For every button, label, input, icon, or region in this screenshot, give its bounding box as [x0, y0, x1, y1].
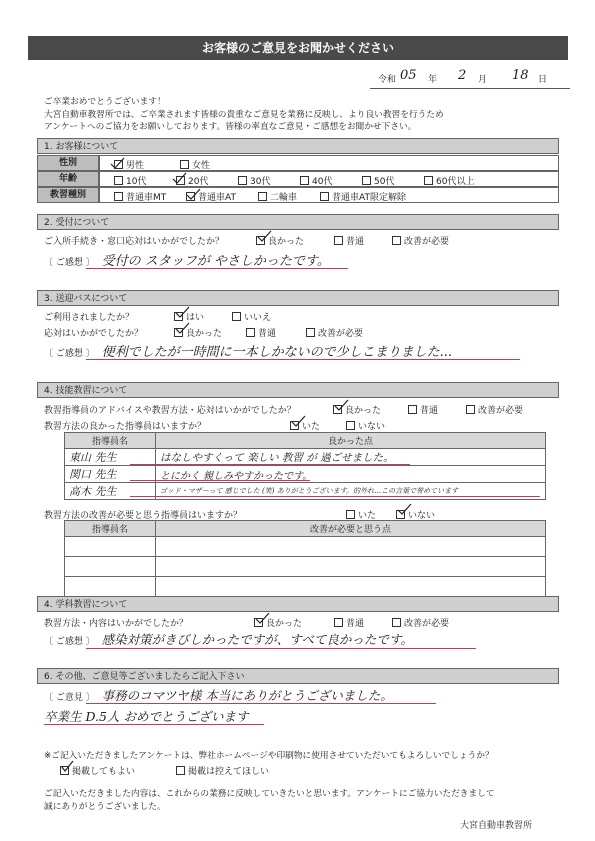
page-title: お客様のご意見をお聞かせください [28, 36, 568, 60]
age-row [99, 171, 559, 187]
option-label: 良かった [268, 237, 305, 247]
underline [86, 648, 476, 649]
option-label: はい [186, 313, 205, 323]
age-option[interactable] [424, 174, 474, 187]
option-label: 普通 [346, 237, 365, 247]
section-heading: 2. 受付について [37, 214, 559, 230]
intro-line: アンケートへのご協力をお願いしております。皆様の率直なご意見・ご感想をお聞かせ下さい。 [44, 122, 417, 132]
comment-label-text: 〔 ご感想 〕 [44, 258, 95, 268]
column-header: 指導員名 [65, 433, 156, 449]
option-label: 30代 [250, 177, 271, 187]
option[interactable] [306, 326, 363, 339]
checkbox-icon[interactable] [258, 192, 267, 201]
option[interactable] [334, 616, 364, 629]
checkbox-icon[interactable] [238, 176, 247, 185]
section-heading: 4. 技能教習について [37, 382, 559, 398]
checkbox-icon[interactable] [176, 766, 185, 775]
gender-female-option[interactable] [180, 158, 210, 171]
section-heading: 3. 送迎バスについて [37, 290, 559, 306]
gender-label: 性別 [37, 155, 99, 171]
option-label: 掲載は控えてほしい [188, 767, 270, 777]
checkbox-icon[interactable] [180, 160, 189, 169]
section-heading: 6. その他、ご意見等ございましたらご記入下さい [37, 668, 559, 684]
date-era: 令和 [378, 75, 397, 85]
date-month-label: 月 [478, 75, 488, 85]
good-point[interactable]: とにかく 親しみやすかったです。 [156, 466, 546, 483]
check-mark-icon [254, 612, 272, 626]
underline [86, 703, 436, 704]
table-row [65, 537, 546, 557]
comment-row [44, 686, 393, 704]
underline [130, 496, 540, 497]
option-label: 普通 [420, 406, 439, 416]
good-point[interactable]: はなしやすくって 楽しい 教習 が 過ごせました。 [156, 449, 546, 466]
age-option[interactable] [300, 174, 332, 187]
checkbox-icon[interactable] [306, 328, 315, 337]
date-month[interactable]: 2 [458, 68, 467, 83]
instructor-name[interactable] [65, 537, 156, 557]
underline [44, 724, 264, 725]
instructor-name[interactable]: 関口 先生 [65, 466, 156, 483]
question: 応対はいかがでしたか？ [44, 329, 144, 339]
comment-label: ご感想 [55, 637, 83, 647]
checkbox-icon[interactable] [346, 421, 355, 430]
option-label: 男性 [126, 161, 145, 171]
check-mark-icon [170, 172, 190, 186]
course-option[interactable] [258, 190, 297, 203]
comment-label-text: 〔 ご意見 〕 [44, 693, 95, 703]
question: 教習指導員のアドバイスや教習方法・応対はいかがでしたか？ [44, 406, 296, 416]
checkbox-icon[interactable] [320, 192, 329, 201]
comment-row [44, 250, 330, 269]
comment-label: ご感想 [55, 349, 83, 359]
gender-row [99, 155, 559, 171]
intro-line: ご卒業おめでとうございます！ [44, 97, 166, 107]
check-mark-icon [60, 760, 76, 774]
comment-row [44, 341, 452, 360]
table-row [65, 449, 546, 466]
option-label: 良かった [186, 329, 223, 339]
option-label: 掲載してもよい [72, 767, 136, 777]
intro-text [44, 96, 564, 134]
option-label: 良かった [266, 619, 303, 629]
question: ご利用されましたか？ [44, 313, 135, 323]
section-heading: 1. お客様について [37, 138, 559, 154]
option[interactable] [392, 616, 449, 629]
comment-label: ご感想 [55, 258, 83, 268]
option[interactable] [246, 326, 276, 339]
checkbox-icon[interactable] [346, 510, 355, 519]
option-label: 10代 [126, 177, 147, 187]
option-label: いいえ [244, 313, 272, 323]
option-label: 改善が必要 [404, 619, 450, 629]
table-row [65, 557, 546, 577]
checkbox-icon[interactable] [392, 236, 401, 245]
consent-question: ※ご記入いただきましたアンケートは、弊社ホームページや印刷物に使用させていただいてもよろしいでしょうか？ [44, 751, 494, 761]
option[interactable] [334, 234, 364, 247]
checkbox-icon[interactable] [334, 618, 343, 627]
question: 教習方法の良かった指導員はいますか？ [44, 422, 207, 432]
comment-label: ご意見 [55, 693, 83, 703]
age-label: 年齢 [37, 171, 99, 187]
option-label: 改善が必要 [318, 329, 364, 339]
age-option[interactable] [362, 174, 394, 187]
consent-option-no[interactable] [176, 764, 269, 777]
comment-text[interactable]: 感染対策がきびしかったですが、すべて良かったです。 [101, 632, 413, 647]
instructor-name[interactable] [65, 557, 156, 577]
column-header: 指導員名 [65, 521, 156, 537]
checkbox-icon[interactable] [334, 236, 343, 245]
option[interactable] [466, 403, 523, 416]
option-label: 改善が必要 [404, 237, 450, 247]
check-mark-icon [174, 322, 192, 336]
column-header: 良かった点 [156, 433, 546, 449]
improvement-point[interactable] [156, 577, 546, 597]
option-label: いない [358, 422, 386, 432]
age-option[interactable] [238, 174, 270, 187]
option-label: 良かった [345, 406, 382, 416]
option-label: 改善が必要 [478, 406, 524, 416]
improvement-point[interactable] [156, 537, 546, 557]
section-heading: 4. 学科教習について [37, 596, 559, 612]
option-label: 二輪車 [270, 193, 298, 203]
instructor-name[interactable]: 高木 先生 [65, 483, 156, 500]
closing-text [44, 788, 564, 813]
checkbox-icon[interactable] [424, 176, 433, 185]
check-mark-icon [396, 503, 414, 517]
comment-text[interactable]: 便利でしたが一時間に一本しかないので少しこまりました... [101, 345, 453, 360]
check-mark-icon [290, 415, 308, 429]
date-year-label: 年 [428, 75, 438, 85]
underline [130, 480, 310, 481]
option-label: 60代以上 [436, 177, 475, 187]
option-label: いた [358, 511, 377, 521]
check-mark-icon [256, 230, 274, 244]
question: ご入所手続き・窓口応対はいかがでしたか？ [44, 237, 225, 247]
option-label: いた [302, 422, 321, 432]
check-marks [108, 156, 128, 202]
option[interactable] [392, 234, 449, 247]
question: 教習方法の改善が必要と思う指導員はいますか？ [44, 511, 243, 521]
course-row [99, 187, 559, 203]
instructor-name[interactable] [65, 577, 156, 597]
option-label: 女性 [192, 161, 211, 171]
option-label: 50代 [374, 177, 395, 187]
check-mark-icon [333, 399, 351, 413]
closing-line: ご記入いただきました内容は、これからの業務に反映していきたいと思います。アンケートにご協力いただきまして [44, 789, 495, 799]
closing-line: 誠にありがとうございました。 [44, 801, 166, 812]
date-year[interactable]: 05 [400, 68, 417, 83]
question: 教習方法・内容はいかがでしたか？ [44, 619, 189, 629]
check-mark-icon [174, 306, 192, 320]
option-label: 普通車MT [126, 193, 167, 203]
option-label: 普通 [346, 619, 365, 629]
comment-text[interactable]: 受付の スタッフが やさしかったです。 [101, 254, 330, 269]
checkbox-icon[interactable] [246, 328, 255, 337]
checkbox-icon[interactable] [408, 405, 417, 414]
option-label: 普通 [258, 329, 277, 339]
improvement-instructor-table [64, 520, 546, 597]
option[interactable] [346, 419, 385, 432]
option[interactable] [232, 310, 271, 323]
intro-line: 大宮自動車教習所では、ご卒業されます皆様の貴重なご意見を業務に反映し、より良い教習を行うため [44, 109, 444, 120]
column-header: 改善が必要と思う点 [156, 521, 546, 537]
table-header-row [65, 433, 546, 449]
school-name: 大宮自動車教習所 [460, 821, 533, 831]
option[interactable] [408, 403, 438, 416]
option-label: いない [408, 511, 436, 521]
comment-row [44, 630, 413, 648]
comment-text-line2[interactable]: 卒業生 D.5人 おめでとうございます [44, 709, 249, 724]
comment-text[interactable]: 事務のコマツヤ様 本当にありがとうございました。 [101, 688, 393, 703]
date-day[interactable]: 18 [512, 68, 529, 83]
option-label: 普通車AT限定解除 [332, 193, 406, 203]
good-instructor-table [64, 432, 546, 500]
checkbox-icon[interactable] [362, 176, 371, 185]
date-row [370, 66, 570, 89]
underline [130, 464, 410, 465]
option-label: 普通車AT [198, 193, 236, 203]
underline [86, 359, 520, 360]
check-mark-icon [184, 188, 204, 202]
date-day-label: 日 [538, 75, 548, 85]
good-point[interactable]: ゴッド・マザーって 感じでした (笑) ありがとうございます。的外れ…この言葉で誉めています [156, 483, 546, 500]
course-label: 教習種別 [37, 187, 99, 203]
checkbox-icon[interactable] [232, 312, 241, 321]
comment-label-text: 〔 ご感想 〕 [44, 637, 95, 647]
instructor-name[interactable]: 東山 先生 [65, 449, 156, 466]
underline [86, 268, 348, 269]
comment-label-text: 〔 ご感想 〕 [44, 349, 95, 359]
table-row [65, 577, 546, 597]
table-header-row [65, 521, 546, 537]
checkbox-icon[interactable] [466, 405, 475, 414]
option-label: 40代 [312, 177, 333, 187]
option-label: 20代 [188, 177, 209, 187]
course-option[interactable] [320, 190, 406, 203]
improvement-point[interactable] [156, 557, 546, 577]
checkbox-icon[interactable] [392, 618, 401, 627]
checkbox-icon[interactable] [300, 176, 309, 185]
